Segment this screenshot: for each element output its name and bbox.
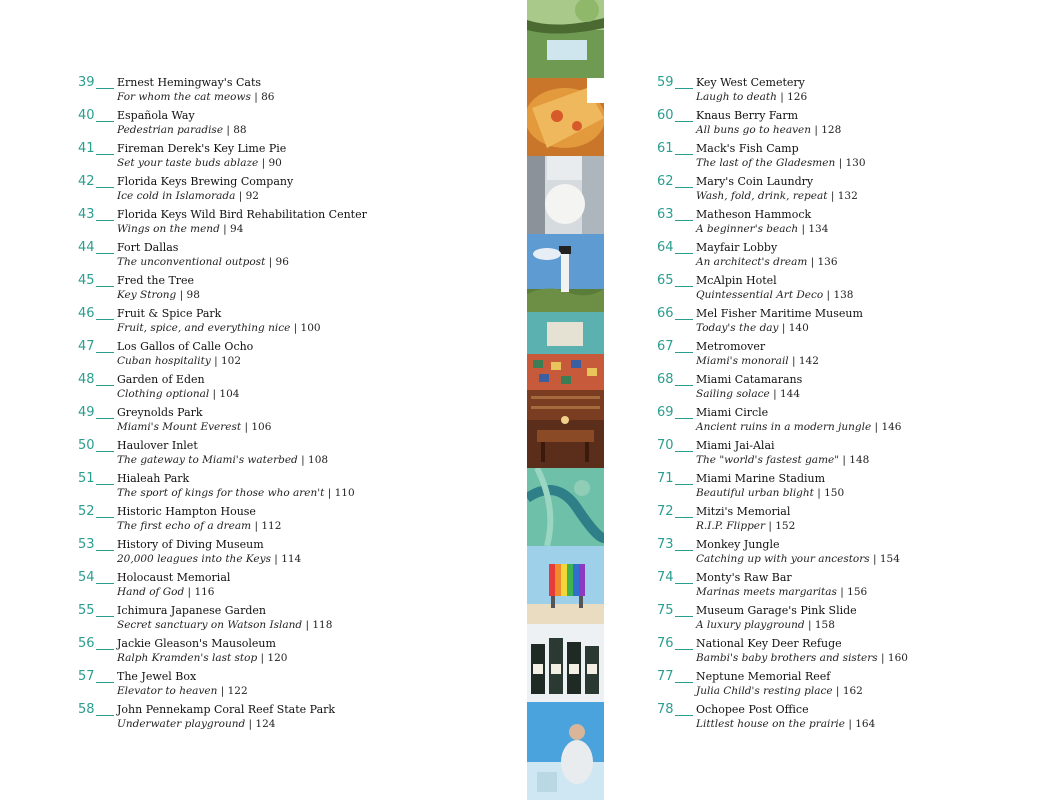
entry-number: 71 bbox=[657, 471, 674, 486]
entry-tagline: Ice cold in Islamorada bbox=[117, 190, 236, 202]
entry-title: Fred the Tree bbox=[117, 274, 195, 287]
index-entry[interactable] bbox=[78, 405, 498, 438]
entry-rule bbox=[675, 385, 693, 386]
entry-rule bbox=[96, 352, 114, 353]
entry-tagline: The sport of kings for those who aren't bbox=[117, 487, 325, 499]
entry-title: Ernest Hemingway's Cats bbox=[117, 76, 262, 89]
entry-subtitle: The gateway to Miami's waterbed | 108 bbox=[117, 454, 329, 466]
entry-subtitle: All buns go to heaven | 128 bbox=[696, 124, 842, 136]
entry-subtitle: Cuban hospitality | 102 bbox=[117, 355, 242, 367]
entry-title: Museum Garage's Pink Slide bbox=[696, 604, 857, 617]
entry-title: Garden of Eden bbox=[117, 373, 205, 386]
entry-number: 60 bbox=[657, 108, 674, 123]
entry-rule bbox=[96, 649, 114, 650]
entry-tagline: Sailing solace bbox=[696, 388, 770, 400]
index-entry[interactable] bbox=[78, 702, 498, 735]
entry-title: Florida Keys Wild Bird Rehabilitation Center bbox=[117, 208, 367, 221]
entry-page: 102 bbox=[221, 355, 242, 367]
entry-subtitle: The unconventional outpost | 96 bbox=[117, 256, 289, 268]
entry-subtitle: Ice cold in Islamorada | 92 bbox=[117, 190, 259, 202]
entry-number: 53 bbox=[78, 537, 95, 552]
entry-page: 144 bbox=[780, 388, 801, 400]
entry-tagline: Littlest house on the prairie bbox=[696, 718, 845, 730]
index-entry[interactable] bbox=[78, 570, 498, 603]
entry-page: 86 bbox=[261, 91, 275, 103]
index-entry[interactable] bbox=[78, 372, 498, 405]
index-entry[interactable] bbox=[657, 174, 1047, 207]
index-entry[interactable] bbox=[78, 339, 498, 372]
entry-subtitle: Quintessential Art Deco | 138 bbox=[696, 289, 854, 301]
left-index-column bbox=[78, 75, 498, 735]
entry-page: 148 bbox=[849, 454, 870, 466]
entry-page: 150 bbox=[824, 487, 845, 499]
index-entry[interactable] bbox=[78, 75, 498, 108]
entry-subtitle: Set your taste buds ablaze | 90 bbox=[117, 157, 282, 169]
index-entry[interactable] bbox=[78, 603, 498, 636]
entry-subtitle: An architect's dream | 136 bbox=[696, 256, 838, 268]
index-entry[interactable] bbox=[657, 702, 1047, 735]
entry-number: 42 bbox=[78, 174, 95, 189]
entry-rule bbox=[96, 550, 114, 551]
index-entry[interactable] bbox=[657, 372, 1047, 405]
entry-number: 39 bbox=[78, 75, 95, 90]
photo-tree-canopy bbox=[527, 0, 604, 78]
index-entry[interactable] bbox=[78, 108, 498, 141]
entry-rule bbox=[675, 484, 693, 485]
entry-subtitle: Bambi's baby brothers and sisters | 160 bbox=[696, 652, 908, 664]
entry-page: 126 bbox=[787, 91, 808, 103]
entry-title: Monty's Raw Bar bbox=[696, 571, 792, 584]
entry-rule bbox=[96, 484, 114, 485]
entry-rule bbox=[675, 616, 693, 617]
index-entry[interactable] bbox=[657, 504, 1047, 537]
entry-tagline: Ralph Kramden's last stop bbox=[117, 652, 258, 664]
entry-tagline: Secret sanctuary on Watson Island bbox=[117, 619, 303, 631]
photo-brewery-bottles bbox=[527, 624, 604, 702]
entry-subtitle: Pedestrian paradise | 88 bbox=[117, 124, 247, 136]
entry-number: 44 bbox=[78, 240, 95, 255]
entry-subtitle: Littlest house on the prairie | 164 bbox=[696, 718, 876, 730]
entry-subtitle: Miami's Mount Everest | 106 bbox=[117, 421, 272, 433]
entry-subtitle: The sport of kings for those who aren't | 110 bbox=[117, 487, 355, 499]
entry-page: 122 bbox=[227, 685, 248, 697]
index-entry[interactable] bbox=[657, 471, 1047, 504]
entry-tagline: The first echo of a dream bbox=[117, 520, 252, 532]
entry-page: 124 bbox=[255, 718, 276, 730]
entry-tagline: All buns go to heaven bbox=[696, 124, 812, 136]
entry-number: 68 bbox=[657, 372, 674, 387]
entry-page: 142 bbox=[798, 355, 819, 367]
entry-title: Los Gallos of Calle Ocho bbox=[117, 340, 254, 353]
index-entry[interactable] bbox=[657, 75, 1047, 108]
entry-number: 41 bbox=[78, 141, 95, 156]
entry-number: 51 bbox=[78, 471, 95, 486]
entry-tagline: Hand of God bbox=[117, 586, 185, 598]
entry-rule bbox=[96, 517, 114, 518]
right-index-column bbox=[657, 75, 1047, 735]
entry-tagline: Miami's monorail bbox=[696, 355, 789, 367]
entry-rule bbox=[675, 220, 693, 221]
index-entry[interactable] bbox=[78, 471, 498, 504]
entry-tagline: Beautiful urban blight bbox=[696, 487, 814, 499]
entry-subtitle: Wash, fold, drink, repeat | 132 bbox=[696, 190, 858, 202]
entry-subtitle: The "world's fastest game" | 148 bbox=[696, 454, 870, 466]
entry-page: 146 bbox=[881, 421, 902, 433]
entry-number: 72 bbox=[657, 504, 674, 519]
entry-title: Greynolds Park bbox=[117, 406, 203, 419]
entry-title: Key West Cemetery bbox=[696, 76, 805, 89]
entry-page: 164 bbox=[855, 718, 876, 730]
entry-subtitle: Secret sanctuary on Watson Island | 118 bbox=[117, 619, 333, 631]
entry-tagline: Pedestrian paradise bbox=[117, 124, 224, 136]
entry-page: 100 bbox=[300, 322, 321, 334]
index-entry[interactable] bbox=[657, 306, 1047, 339]
entry-title: Mary's Coin Laundry bbox=[696, 175, 814, 188]
entry-subtitle: 20,000 leagues into the Keys | 114 bbox=[117, 553, 302, 565]
entry-number: 45 bbox=[78, 273, 95, 288]
entry-page: 154 bbox=[879, 553, 900, 565]
entry-rule bbox=[96, 583, 114, 584]
entry-number: 47 bbox=[78, 339, 95, 354]
entry-title: Matheson Hammock bbox=[696, 208, 812, 221]
entry-rule bbox=[96, 220, 114, 221]
index-entry[interactable] bbox=[657, 273, 1047, 306]
entry-rule bbox=[96, 715, 114, 716]
entry-tagline: Wings on the mend bbox=[117, 223, 220, 235]
entry-subtitle: Catching up with your ancestors | 154 bbox=[696, 553, 900, 565]
entry-tagline: Key Strong bbox=[117, 289, 177, 301]
entry-page: 94 bbox=[230, 223, 244, 235]
entry-subtitle: Today's the day | 140 bbox=[696, 322, 809, 334]
entry-title: Fort Dallas bbox=[117, 241, 179, 254]
entry-tagline: R.I.P. Flipper bbox=[696, 520, 766, 532]
entry-title: Mel Fisher Maritime Museum bbox=[696, 307, 863, 320]
entry-number: 54 bbox=[78, 570, 95, 585]
entry-number: 48 bbox=[78, 372, 95, 387]
index-entry[interactable] bbox=[78, 273, 498, 306]
entry-tagline: A beginner's beach bbox=[696, 223, 799, 235]
entry-number: 61 bbox=[657, 141, 674, 156]
entry-rule bbox=[675, 550, 693, 551]
entry-title: History of Diving Museum bbox=[117, 538, 264, 551]
entry-number: 50 bbox=[78, 438, 95, 453]
entry-title: Haulover Inlet bbox=[117, 439, 198, 452]
entry-subtitle: The last of the Gladesmen | 130 bbox=[696, 157, 866, 169]
entry-rule bbox=[675, 715, 693, 716]
entry-title: Española Way bbox=[117, 109, 195, 122]
index-entry[interactable] bbox=[78, 306, 498, 339]
entry-page: 140 bbox=[788, 322, 809, 334]
index-entry[interactable] bbox=[657, 537, 1047, 570]
entry-number: 73 bbox=[657, 537, 674, 552]
entry-title: Miami Circle bbox=[696, 406, 769, 419]
entry-rule bbox=[675, 583, 693, 584]
entry-subtitle: The first echo of a dream | 112 bbox=[117, 520, 282, 532]
entry-page: 106 bbox=[251, 421, 272, 433]
entry-title: Fruit & Spice Park bbox=[117, 307, 222, 320]
entry-subtitle: A luxury playground | 158 bbox=[696, 619, 835, 631]
entry-number: 69 bbox=[657, 405, 674, 420]
entry-number: 43 bbox=[78, 207, 95, 222]
entry-tagline: Cuban hospitality bbox=[117, 355, 211, 367]
entry-rule bbox=[675, 451, 693, 452]
entry-subtitle: Laugh to death | 126 bbox=[696, 91, 808, 103]
entry-rule bbox=[675, 418, 693, 419]
entry-rule bbox=[96, 616, 114, 617]
entry-page: 128 bbox=[821, 124, 842, 136]
entry-title: McAlpin Hotel bbox=[696, 274, 777, 287]
entry-title: John Pennekamp Coral Reef State Park bbox=[117, 703, 336, 716]
entry-tagline: An architect's dream bbox=[696, 256, 808, 268]
entry-page: 92 bbox=[245, 190, 259, 202]
entry-subtitle: Beautiful urban blight | 150 bbox=[696, 487, 845, 499]
entry-number: 62 bbox=[657, 174, 674, 189]
entry-title: Neptune Memorial Reef bbox=[696, 670, 831, 683]
entry-title: Mitzi's Memorial bbox=[696, 505, 791, 518]
entry-rule bbox=[96, 286, 114, 287]
entry-title: Holocaust Memorial bbox=[117, 571, 231, 584]
entry-tagline: Today's the day bbox=[696, 322, 779, 334]
entry-rule bbox=[675, 517, 693, 518]
entry-title: Mack's Fish Camp bbox=[696, 142, 799, 155]
entry-title: Historic Hampton House bbox=[117, 505, 256, 518]
entry-tagline: Quintessential Art Deco bbox=[696, 289, 824, 301]
index-entry[interactable] bbox=[78, 240, 498, 273]
entry-number: 63 bbox=[657, 207, 674, 222]
entry-page: 112 bbox=[261, 520, 282, 532]
entry-tagline: A luxury playground bbox=[696, 619, 805, 631]
entry-subtitle: Fruit, spice, and everything nice | 100 bbox=[117, 322, 321, 334]
entry-tagline: The "world's fastest game" bbox=[696, 454, 840, 466]
entry-subtitle: Clothing optional | 104 bbox=[117, 388, 240, 400]
entry-rule bbox=[675, 88, 693, 89]
entry-subtitle: For whom the cat meows | 86 bbox=[117, 91, 275, 103]
entry-page: 116 bbox=[194, 586, 215, 598]
entry-title: Miami Catamarans bbox=[696, 373, 803, 386]
entry-number: 75 bbox=[657, 603, 674, 618]
entry-rule bbox=[96, 121, 114, 122]
entry-rule bbox=[675, 187, 693, 188]
entry-tagline: Wash, fold, drink, repeat bbox=[696, 190, 828, 202]
entry-title: Mayfair Lobby bbox=[696, 241, 778, 254]
entry-number: 57 bbox=[78, 669, 95, 684]
entry-page: 88 bbox=[233, 124, 247, 136]
entry-title: Miami Marine Stadium bbox=[696, 472, 826, 485]
entry-number: 56 bbox=[78, 636, 95, 651]
entry-tagline: Marinas meets margaritas bbox=[696, 586, 837, 598]
entry-page: 156 bbox=[847, 586, 868, 598]
entry-rule bbox=[96, 187, 114, 188]
entry-page: 120 bbox=[267, 652, 288, 664]
entry-number: 52 bbox=[78, 504, 95, 519]
entry-page: 158 bbox=[814, 619, 835, 631]
photo-strip bbox=[527, 0, 604, 800]
entry-page: 134 bbox=[808, 223, 829, 235]
entry-page: 96 bbox=[275, 256, 289, 268]
index-entry[interactable] bbox=[657, 570, 1047, 603]
entry-rule bbox=[675, 319, 693, 320]
photo-key-lime-pie bbox=[527, 78, 604, 156]
entry-subtitle: Marinas meets margaritas | 156 bbox=[696, 586, 868, 598]
index-entry[interactable] bbox=[78, 207, 498, 240]
entry-page: 162 bbox=[842, 685, 863, 697]
entry-tagline: The gateway to Miami's waterbed bbox=[117, 454, 298, 466]
entry-page: 118 bbox=[312, 619, 333, 631]
entry-rule bbox=[96, 682, 114, 683]
entry-tagline: 20,000 leagues into the Keys bbox=[117, 553, 271, 565]
entry-title: Metromover bbox=[696, 340, 766, 353]
entry-number: 49 bbox=[78, 405, 95, 420]
entry-rule bbox=[675, 352, 693, 353]
entry-subtitle: A beginner's beach | 134 bbox=[696, 223, 829, 235]
entry-rule bbox=[96, 418, 114, 419]
entry-number: 59 bbox=[657, 75, 674, 90]
entry-number: 77 bbox=[657, 669, 674, 684]
entry-number: 74 bbox=[657, 570, 674, 585]
entry-page: 130 bbox=[845, 157, 866, 169]
entry-page: 108 bbox=[308, 454, 329, 466]
entry-number: 65 bbox=[657, 273, 674, 288]
entry-page: 132 bbox=[837, 190, 858, 202]
photo-coral-reef-water bbox=[527, 468, 604, 546]
photo-rainbow-lifeguard-stand bbox=[527, 546, 604, 624]
entry-rule bbox=[96, 385, 114, 386]
index-entry[interactable] bbox=[657, 438, 1047, 471]
entry-number: 70 bbox=[657, 438, 674, 453]
entry-rule bbox=[96, 451, 114, 452]
entry-subtitle: Elevator to heaven | 122 bbox=[117, 685, 248, 697]
index-entry[interactable] bbox=[78, 174, 498, 207]
index-entry[interactable] bbox=[78, 504, 498, 537]
entry-rule bbox=[675, 286, 693, 287]
entry-page: 104 bbox=[219, 388, 240, 400]
entry-title: Miami Jai-Alai bbox=[696, 439, 775, 452]
entry-subtitle: Sailing solace | 144 bbox=[696, 388, 801, 400]
entry-tagline: Bambi's baby brothers and sisters bbox=[696, 652, 878, 664]
entry-tagline: Ancient ruins in a modern jungle bbox=[696, 421, 872, 433]
index-entry[interactable] bbox=[78, 669, 498, 702]
entry-title: Jackie Gleason's Mausoleum bbox=[117, 637, 276, 650]
entry-title: Ochopee Post Office bbox=[696, 703, 809, 716]
index-entry[interactable] bbox=[657, 603, 1047, 636]
index-entry[interactable] bbox=[78, 636, 498, 669]
entry-number: 46 bbox=[78, 306, 95, 321]
entry-page: 110 bbox=[334, 487, 355, 499]
entry-tagline: The last of the Gladesmen bbox=[696, 157, 836, 169]
photo-bedroom-quilt bbox=[527, 312, 604, 390]
entry-tagline: The unconventional outpost bbox=[117, 256, 266, 268]
entry-title: National Key Deer Refuge bbox=[696, 637, 842, 650]
entry-title: The Jewel Box bbox=[117, 670, 197, 683]
photo-white-sphere-building bbox=[527, 156, 604, 234]
index-entry[interactable] bbox=[657, 108, 1047, 141]
index-entry[interactable] bbox=[78, 438, 498, 471]
index-entry[interactable] bbox=[78, 141, 498, 174]
index-entry[interactable] bbox=[78, 537, 498, 570]
entry-subtitle: Ancient ruins in a modern jungle | 146 bbox=[696, 421, 902, 433]
entry-subtitle: Underwater playground | 124 bbox=[117, 718, 276, 730]
index-entry[interactable] bbox=[657, 339, 1047, 372]
index-entry[interactable] bbox=[657, 636, 1047, 669]
entry-number: 55 bbox=[78, 603, 95, 618]
entry-tagline: Catching up with your ancestors bbox=[696, 553, 870, 565]
entry-page: 138 bbox=[833, 289, 854, 301]
entry-tagline: Julia Child's resting place bbox=[696, 685, 833, 697]
entry-tagline: Clothing optional bbox=[117, 388, 210, 400]
entry-number: 67 bbox=[657, 339, 674, 354]
entry-subtitle: Key Strong | 98 bbox=[117, 289, 200, 301]
entry-page: 160 bbox=[887, 652, 908, 664]
entry-page: 136 bbox=[817, 256, 838, 268]
index-entry[interactable] bbox=[657, 207, 1047, 240]
entry-rule bbox=[96, 154, 114, 155]
entry-rule bbox=[675, 682, 693, 683]
entry-rule bbox=[675, 121, 693, 122]
entry-tagline: Elevator to heaven bbox=[117, 685, 218, 697]
entry-page: 114 bbox=[281, 553, 302, 565]
entry-tagline: Underwater playground bbox=[117, 718, 246, 730]
index-entry[interactable] bbox=[657, 669, 1047, 702]
entry-rule bbox=[675, 154, 693, 155]
entry-number: 66 bbox=[657, 306, 674, 321]
photo-lighthouse bbox=[527, 234, 604, 312]
entry-subtitle: Hand of God | 116 bbox=[117, 586, 215, 598]
index-entry[interactable] bbox=[657, 405, 1047, 438]
entry-number: 58 bbox=[78, 702, 95, 717]
entry-tagline: Laugh to death bbox=[696, 91, 777, 103]
entry-tagline: Fruit, spice, and everything nice bbox=[117, 322, 291, 334]
photo-boat-passenger bbox=[527, 702, 604, 800]
index-entry[interactable] bbox=[657, 240, 1047, 273]
index-entry[interactable] bbox=[657, 141, 1047, 174]
entry-rule bbox=[96, 319, 114, 320]
entry-title: Knaus Berry Farm bbox=[696, 109, 799, 122]
entry-number: 76 bbox=[657, 636, 674, 651]
entry-title: Florida Keys Brewing Company bbox=[117, 175, 294, 188]
photo-library-room bbox=[527, 390, 604, 468]
entry-rule bbox=[675, 649, 693, 650]
entry-number: 40 bbox=[78, 108, 95, 123]
entry-tagline: Miami's Mount Everest bbox=[117, 421, 242, 433]
entry-number: 64 bbox=[657, 240, 674, 255]
entry-title: Hialeah Park bbox=[117, 472, 190, 485]
entry-tagline: For whom the cat meows bbox=[117, 91, 251, 103]
entry-subtitle: Miami's monorail | 142 bbox=[696, 355, 819, 367]
entry-rule bbox=[96, 88, 114, 89]
entry-title: Ichimura Japanese Garden bbox=[117, 604, 266, 617]
entry-subtitle: R.I.P. Flipper | 152 bbox=[696, 520, 796, 532]
entry-title: Fireman Derek's Key Lime Pie bbox=[117, 142, 287, 155]
entry-subtitle: Ralph Kramden's last stop | 120 bbox=[117, 652, 288, 664]
entry-tagline: Set your taste buds ablaze bbox=[117, 157, 259, 169]
entry-title: Monkey Jungle bbox=[696, 538, 780, 551]
entry-rule bbox=[96, 253, 114, 254]
entry-subtitle: Julia Child's resting place | 162 bbox=[696, 685, 863, 697]
entry-page: 90 bbox=[268, 157, 282, 169]
entry-subtitle: Wings on the mend | 94 bbox=[117, 223, 244, 235]
entry-number: 78 bbox=[657, 702, 674, 717]
entry-page: 98 bbox=[186, 289, 200, 301]
entry-rule bbox=[675, 253, 693, 254]
entry-page: 152 bbox=[775, 520, 796, 532]
